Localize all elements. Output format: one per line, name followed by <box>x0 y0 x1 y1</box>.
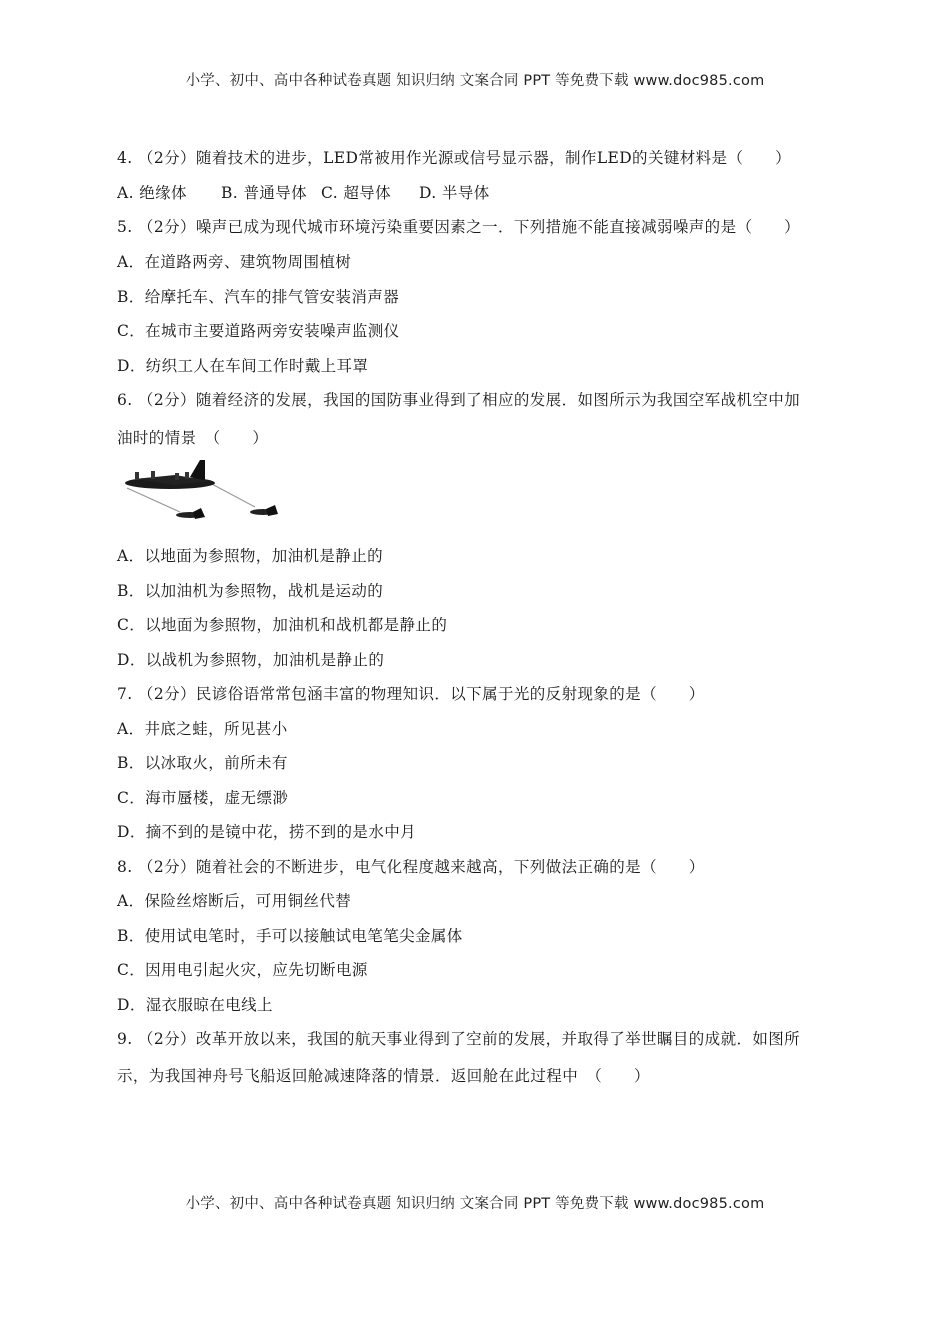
q6-option-c: C．以地面为参照物，加油机和战机都是静止的 <box>117 616 448 634</box>
q4-option-c: C. 超导体 <box>321 184 392 202</box>
q6-option-b: B．以加油机为参照物，战机是运动的 <box>117 582 384 600</box>
question-5-stem: 5. （2分）噪声已成为现代城市环境污染重要因素之一．下列措施不能直接减弱噪声的是（ ） <box>117 218 801 236</box>
q5-option-b: B．给摩托车、汽车的排气管安装消声器 <box>117 288 400 306</box>
page-header: 小学、初中、高中各种试卷真题 知识归纳 文案合同 PPT 等免费下载 www.doc985.com <box>185 73 765 89</box>
q8-option-b: B．使用试电笔时，手可以接触试电笔笔尖金属体 <box>117 927 463 945</box>
q7-option-b: B．以冰取火，前所未有 <box>117 754 288 772</box>
q4-option-d: D. 半导体 <box>419 184 490 202</box>
q8-option-a: A．保险丝熔断后，可用铜丝代替 <box>117 892 352 910</box>
q7-option-c: C．海市蜃楼，虚无缥渺 <box>117 789 289 807</box>
q8-option-c: C．因用电引起火灾，应先切断电源 <box>117 961 368 979</box>
question-7-stem: 7. （2分）民谚俗语常常包涵丰富的物理知识．以下属于光的反射现象的是（ ） <box>117 685 705 703</box>
question-4-options <box>117 181 490 203</box>
question-6-stem-line2: 油时的情景 （ ） <box>117 429 269 447</box>
aerial-refueling-image <box>115 455 285 530</box>
question-9-stem-line2: 示，为我国神舟号飞船返回舱减速降落的情景．返回舱在此过程中 （ ） <box>117 1067 650 1085</box>
q8-option-d: D．湿衣服晾在电线上 <box>117 996 273 1014</box>
q5-option-d: D．纺织工人在车间工作时戴上耳罩 <box>117 357 369 375</box>
q6-option-d: D．以战机为参照物，加油机是静止的 <box>117 651 385 669</box>
page-footer: 小学、初中、高中各种试卷真题 知识归纳 文案合同 PPT 等免费下载 www.doc985.com <box>185 1196 765 1212</box>
q4-option-a: A. 绝缘体 <box>117 184 187 202</box>
q7-option-a: A．井底之蛙，所见甚小 <box>117 720 288 738</box>
question-6-stem-line1: 6. （2分）随着经济的发展，我国的国防事业得到了相应的发展．如图所示为我国空军战机空中加 <box>117 391 801 409</box>
question-4-stem: 4. （2分）随着技术的进步，LED常被用作光源或信号显示器，制作LED的关键材料是（ ） <box>117 149 792 167</box>
q5-option-c: C．在城市主要道路两旁安装噪声监测仪 <box>117 322 400 340</box>
q4-option-b: B. 普通导体 <box>221 184 308 202</box>
question-9-stem-line1: 9. （2分）改革开放以来，我国的航天事业得到了空前的发展，并取得了举世瞩目的成就．如图所 <box>117 1030 801 1048</box>
q6-option-a: A．以地面为参照物，加油机是静止的 <box>117 547 383 565</box>
q7-option-d: D．摘不到的是镜中花，捞不到的是水中月 <box>117 823 417 841</box>
q5-option-a: A．在道路两旁、建筑物周围植树 <box>117 253 352 271</box>
question-8-stem: 8. （2分）随着社会的不断进步，电气化程度越来越高，下列做法正确的是（ ） <box>117 858 705 876</box>
